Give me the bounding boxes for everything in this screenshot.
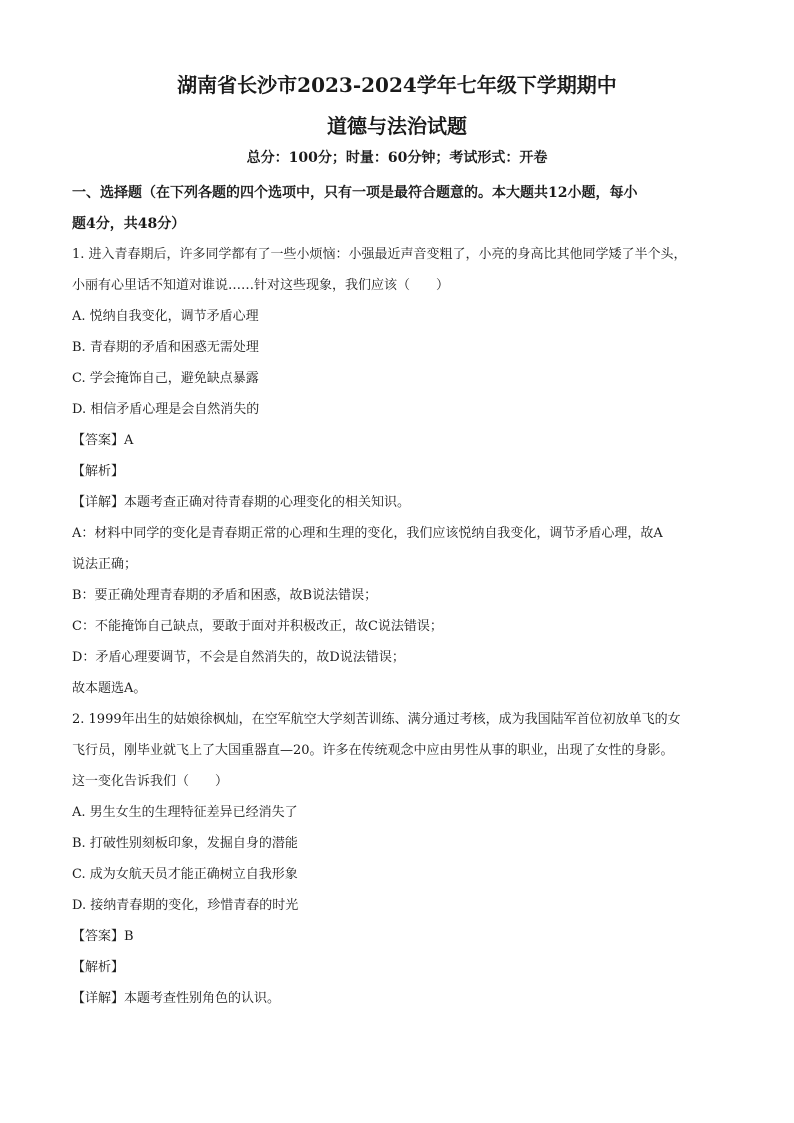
q1-explanation-b: B：要正确处理青春期的矛盾和困惑，故B说法错误； — [72, 588, 378, 603]
exam-subtitle: 道德与法治试题 — [327, 114, 467, 138]
exam-title: 湖南省长沙市2023-2024学年七年级下学期期中 — [177, 73, 617, 97]
q1-explanation-c: C：不能掩饰自己缺点，要敢于面对并积极改正，故C说法错误； — [72, 619, 443, 634]
q1-conclusion: 故本题选A。 — [72, 681, 147, 696]
section-heading-cont: 题4分，共48分） — [72, 216, 186, 232]
q1-explanation-a-cont: 说法正确； — [72, 557, 138, 572]
q2-option-a: A. 男生女生的生理特征差异已经消失了 — [72, 805, 298, 820]
q1-detail: 【详解】本题考查正确对待青春期的心理变化的相关知识。 — [72, 495, 411, 510]
q1-stem: 1. 进入青春期后，许多同学都有了一些小烦恼：小强最近声音变粗了，小亮的身高比其他同学矮了半个头， — [72, 247, 687, 262]
q2-answer: 【答案】B — [72, 929, 134, 944]
q1-stem-cont: 小丽有心里话不知道对谁说……针对这些现象，我们应该（ ） — [72, 278, 450, 293]
q1-option-d: D. 相信矛盾心理是会自然消失的 — [72, 402, 260, 417]
exam-meta: 总分：100分；时量：60分钟；考试形式：开卷 — [246, 150, 548, 166]
q2-option-d: D. 接纳青春期的变化，珍惜青春的时光 — [72, 898, 299, 913]
q2-stem: 2. 1999年出生的姑娘徐枫灿，在空军航空大学刻苦训练、满分通过考核，成为我国陆军首位初放单飞的女 — [72, 712, 681, 727]
q1-answer: 【答案】A — [72, 433, 134, 448]
q2-detail: 【详解】本题考查性别角色的认识。 — [72, 991, 281, 1006]
q1-option-c: C. 学会掩饰自己，避免缺点暴露 — [72, 371, 259, 386]
section-heading: 一、选择题（在下列各题的四个选项中，只有一项是最符合题意的。本大题共12小题，每小 — [72, 185, 638, 201]
q2-option-c: C. 成为女航天员才能正确树立自我形象 — [72, 867, 298, 882]
q2-stem-cont-2: 这一变化告诉我们（ ） — [72, 774, 229, 789]
q2-stem-cont: 飞行员，刚毕业就飞上了大国重器直—20。许多在传统观念中应由男性从事的职业，出现了女性的身影。 — [72, 743, 674, 758]
q2-option-b: B. 打破性别刻板印象，发掘自身的潜能 — [72, 836, 298, 851]
q1-explanation-d: D：矛盾心理要调节，不会是自然消失的，故D说法错误； — [72, 650, 405, 665]
q2-analysis-label: 【解析】 — [72, 960, 125, 975]
q1-option-a: A. 悦纳自我变化，调节矛盾心理 — [72, 309, 259, 324]
q1-analysis-label: 【解析】 — [72, 464, 125, 479]
q1-option-b: B. 青春期的矛盾和困惑无需处理 — [72, 340, 259, 355]
q1-explanation-a: A：材料中同学的变化是青春期正常的心理和生理的变化，我们应该悦纳自我变化，调节矛盾心理，故A — [72, 526, 663, 541]
